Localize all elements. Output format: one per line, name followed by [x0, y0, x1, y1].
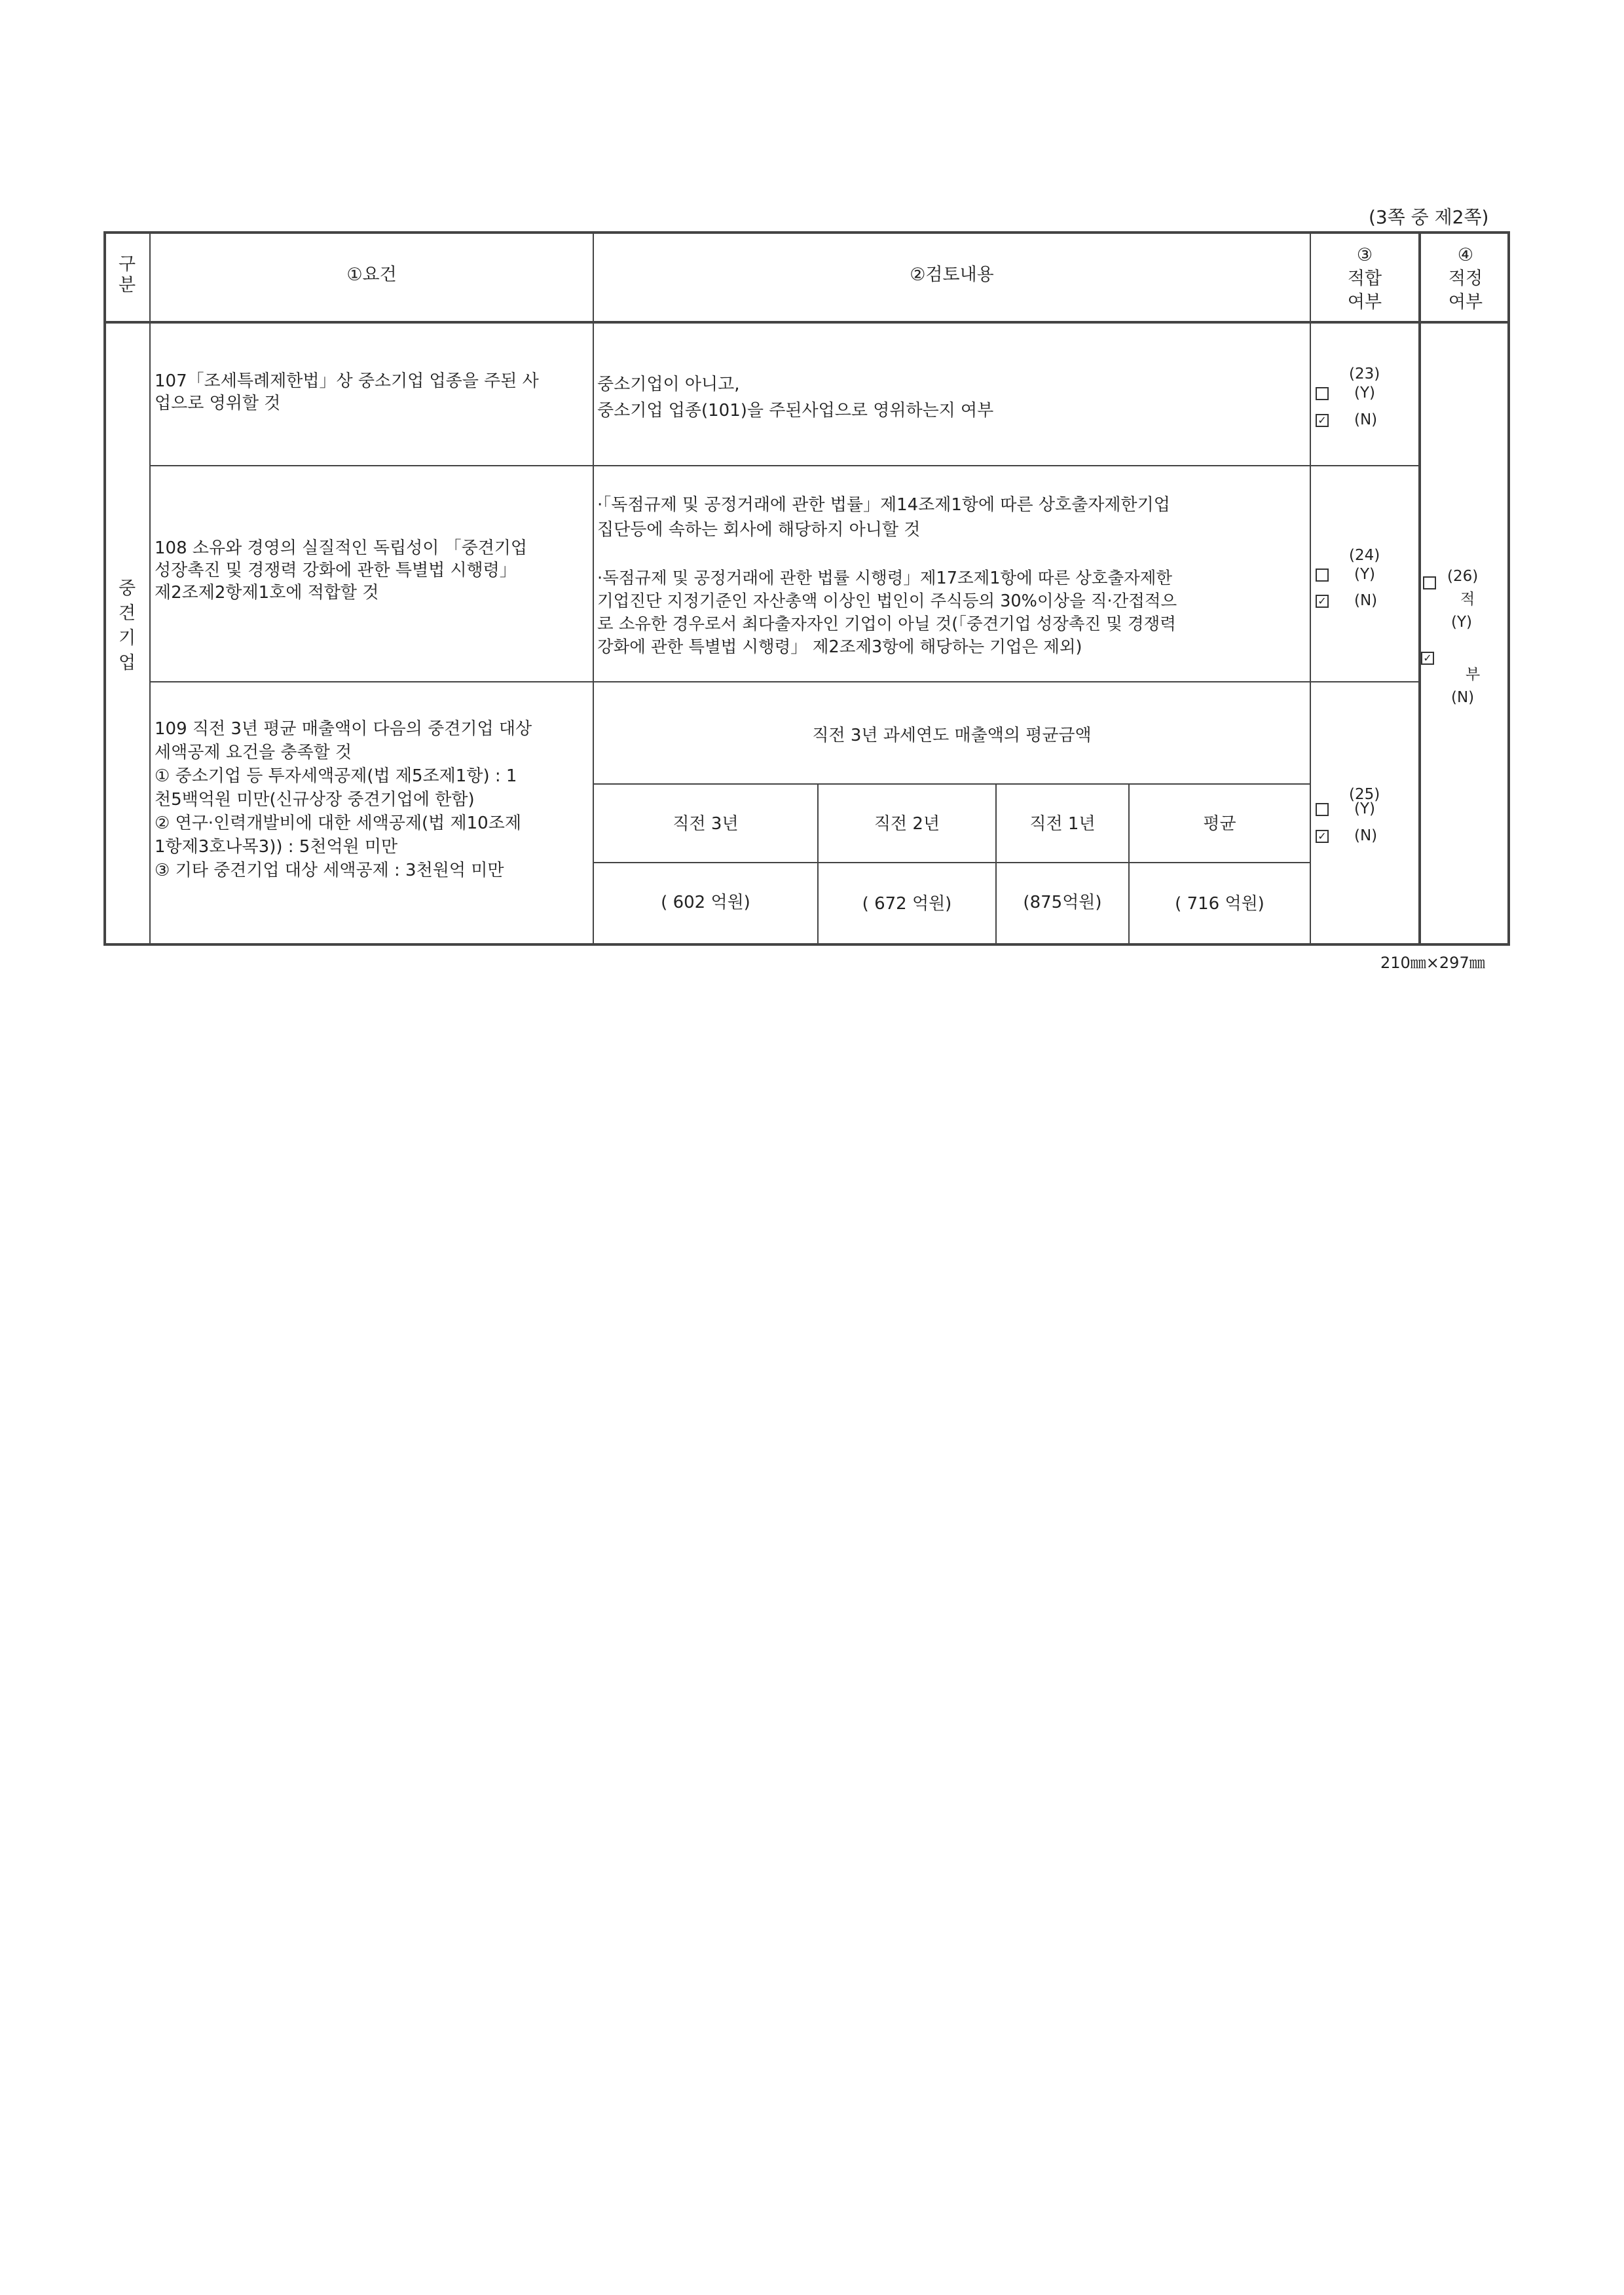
- row-109-yes-label: (Y): [1354, 800, 1375, 817]
- row-107-no-label: (N): [1354, 411, 1378, 428]
- row-109-col-2: 직전 2년: [874, 814, 940, 834]
- row-109-num: (25): [1349, 786, 1380, 803]
- row-109-review-title: 직전 3년 과세연도 매출액의 평균금액: [812, 726, 1092, 745]
- category-label: 중 견 기 업: [118, 578, 136, 673]
- page-number: (3쪽 중 제2쪽): [1369, 206, 1489, 228]
- row-108-requirement: 108 소유와 경영의 실질적인 독립성이 「중견기업 성장촉진 및 경쟁력 강화에 관한 특별법 시행령」 제2조제2항제1호에 적합할 것: [155, 538, 528, 603]
- row-108-review-2: ·독점규제 및 공정거래에 관한 법률 시행령」제17조제1항에 따른 상호출자제한 기업진단 지정기준인 자산총액 이상인 법인이 주식등의 30%이상을 직·간접적으 로 소유한 경우로서 최다출자자인 기업이 아닐 것(「중견기업 성장촉진 및 경쟁력 강화에 관한 특별법 시행령」 제2조제3항에 해당하는 기업은 제외): [597, 569, 1177, 657]
- header-category: 구 분: [118, 254, 136, 295]
- header-appropriate: ④ 적정 여부: [1448, 245, 1483, 312]
- row-108-yes-checkbox[interactable]: [1316, 569, 1329, 582]
- row-107-yes-checkbox[interactable]: [1316, 387, 1329, 400]
- row-107-review: 중소기업이 아니고, 중소기업 업종(101)을 주된사업으로 영위하는지 여부: [597, 375, 994, 420]
- row-109-col-1: 직전 3년: [673, 814, 739, 834]
- paper-size-note: 210㎜×297㎜: [1380, 954, 1485, 972]
- appropriate-no-word: 부: [1466, 666, 1481, 683]
- row-109-col-3: 직전 1년: [1029, 814, 1096, 834]
- appropriate-yes-word: 적: [1460, 591, 1475, 608]
- row-109-col-4: 평균: [1203, 814, 1236, 834]
- appropriate-num: (26): [1447, 568, 1479, 585]
- row-109-value-4: ( 716 억원): [1175, 894, 1264, 914]
- appropriate-no-checkbox[interactable]: ✓: [1421, 652, 1434, 665]
- appropriate-yes-checkbox[interactable]: [1423, 576, 1436, 589]
- row-109-requirement: 109 직전 3년 평균 매출액이 다음의 중견기업 대상 세액공제 요건을 충족할 것 ① 중소기업 등 투자세액공제(법 제5조제1항) : 1 천5백억원 미만(신규상장 중견기업에 한함) ② 연구·인력개발비에 대한 세액공제(법 제10조제 1항제3호나목3)) : 5천억원 미만 ③ 기타 중견기업 대상 세액공제 : 3천원억 미만: [155, 719, 532, 880]
- row-107-yes-label: (Y): [1354, 384, 1375, 401]
- row-109-value-3: (875억원): [1023, 893, 1102, 912]
- header-requirement: ①요건: [346, 265, 397, 285]
- row-109-no-checkbox[interactable]: ✓: [1316, 830, 1329, 843]
- row-108-num: (24): [1349, 547, 1380, 564]
- row-109-yes-checkbox[interactable]: [1316, 803, 1329, 816]
- appropriate-no-label: (N): [1451, 689, 1475, 706]
- row-108-no-label: (N): [1354, 592, 1378, 609]
- row-108-review-1: ·「독점규제 및 공정거래에 관한 법률」제14조제1항에 따른 상호출자제한기업 집단등에 속하는 회사에 해당하지 아니할 것: [597, 495, 1170, 540]
- row-107-num: (23): [1349, 365, 1380, 382]
- appropriate-yes-label: (Y): [1451, 614, 1472, 631]
- row-107-no-checkbox[interactable]: ✓: [1316, 414, 1329, 427]
- row-109-no-label: (N): [1354, 827, 1378, 844]
- header-review: ②검토내용: [910, 265, 994, 285]
- row-108-yes-label: (Y): [1354, 566, 1375, 583]
- row-109-value-1: ( 602 억원): [661, 893, 750, 912]
- header-fit: ③ 적합 여부: [1347, 245, 1382, 312]
- row-107-requirement: 107「조세특례제한법」상 중소기업 업종을 주된 사 업으로 영위할 것: [155, 371, 539, 413]
- row-108-no-checkbox[interactable]: ✓: [1316, 595, 1329, 608]
- row-109-value-2: ( 672 억원): [862, 894, 952, 914]
